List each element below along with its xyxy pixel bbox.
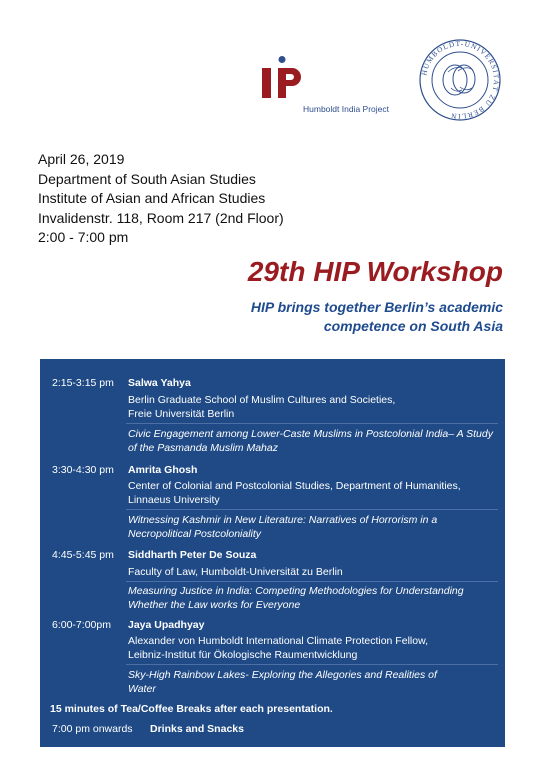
affiliation-line: Freie Universität Berlin: [128, 408, 235, 420]
affiliation-line: Center of Colonial and Postcolonial Studies, Department of Humanities,: [128, 480, 461, 492]
seal-ring-text: HUMBOLDT-UNIVERSITÄT ZU BERLIN: [420, 39, 501, 121]
closing-label: Drinks and Snacks: [150, 723, 244, 735]
affiliation-line: Faculty of Law, Humboldt-Universität zu Berlin: [128, 566, 343, 578]
session-affiliation: [128, 393, 498, 421]
hip-logo: [262, 56, 412, 120]
divider: [126, 509, 498, 510]
session-speaker: Salwa Yahya: [128, 377, 191, 389]
talk-line: Civic Engagement among Lower-Caste Muslims in Postcolonial India– A Study: [128, 428, 493, 440]
event-address: Invalidenstr. 118, Room 217 (2nd Floor): [38, 209, 284, 226]
divider: [126, 664, 498, 665]
session-affiliation: [128, 565, 498, 579]
hip-logo-mark-icon: [262, 56, 302, 100]
talk-line: Sky-High Rainbow Lakes- Exploring the Allegories and Realities of: [128, 669, 437, 681]
session-speaker: Jaya Upadhyay: [128, 619, 205, 631]
schedule-box: [40, 359, 505, 747]
divider: [126, 423, 498, 424]
session-time: 6:00-7:00pm: [52, 619, 111, 631]
university-seal: [418, 38, 502, 122]
event-department: Department of South Asian Studies: [38, 170, 256, 187]
tagline-line: competence on South Asia: [323, 318, 503, 334]
talk-line: of the Pasmanda Muslim Mahaz: [128, 442, 278, 454]
affiliation-line: Leibniz-Institut für Ökologische Raumentwicklung: [128, 649, 358, 661]
session-time: 3:30-4:30 pm: [52, 464, 114, 476]
session-speaker: Siddharth Peter De Souza: [128, 549, 257, 561]
session-talk-title: [128, 584, 498, 612]
session-talk-title: [128, 668, 498, 696]
divider: [126, 581, 498, 582]
talk-line: Necropolitical Postcoloniality: [128, 528, 262, 540]
event-institute: Institute of Asian and African Studies: [38, 190, 266, 207]
tagline-line: HIP brings together Berlin’s academic: [250, 299, 503, 315]
talk-line: Whether the Law works for Everyone: [128, 599, 301, 611]
talk-line: Witnessing Kashmir in New Literature: Narratives of Horrorism in a: [128, 514, 438, 526]
session-talk-title: [128, 513, 498, 541]
event-date: April 26, 2019: [38, 151, 125, 167]
talk-line: Water: [128, 683, 156, 695]
hip-logo-caption: Humboldt India Project: [303, 104, 389, 114]
university-seal-icon: [418, 38, 502, 122]
talk-line: Measuring Justice in India: Competing Methodologies for Understanding: [128, 585, 464, 597]
closing-time: 7:00 pm onwards: [52, 723, 133, 735]
session-affiliation: [128, 634, 498, 662]
affiliation-line: Alexander von Humboldt International Climate Protection Fellow,: [128, 635, 428, 647]
affiliation-line: Linnaeus University: [128, 494, 220, 506]
breaks-note: 15 minutes of Tea/Coffee Breaks after each presentation.: [50, 703, 333, 715]
session-speaker: Amrita Ghosh: [128, 464, 198, 476]
session-talk-title: [128, 427, 498, 455]
affiliation-line: Berlin Graduate School of Muslim Cultures and Societies,: [128, 394, 396, 406]
workshop-title: 29th HIP Workshop: [247, 256, 503, 287]
session-time: 2:15-3:15 pm: [52, 377, 114, 389]
tagline: [203, 298, 503, 336]
event-info: [38, 150, 358, 248]
session-affiliation: [128, 479, 498, 507]
event-time: 2:00 - 7:00 pm: [38, 229, 129, 246]
session-time: 4:45-5:45 pm: [52, 549, 114, 561]
